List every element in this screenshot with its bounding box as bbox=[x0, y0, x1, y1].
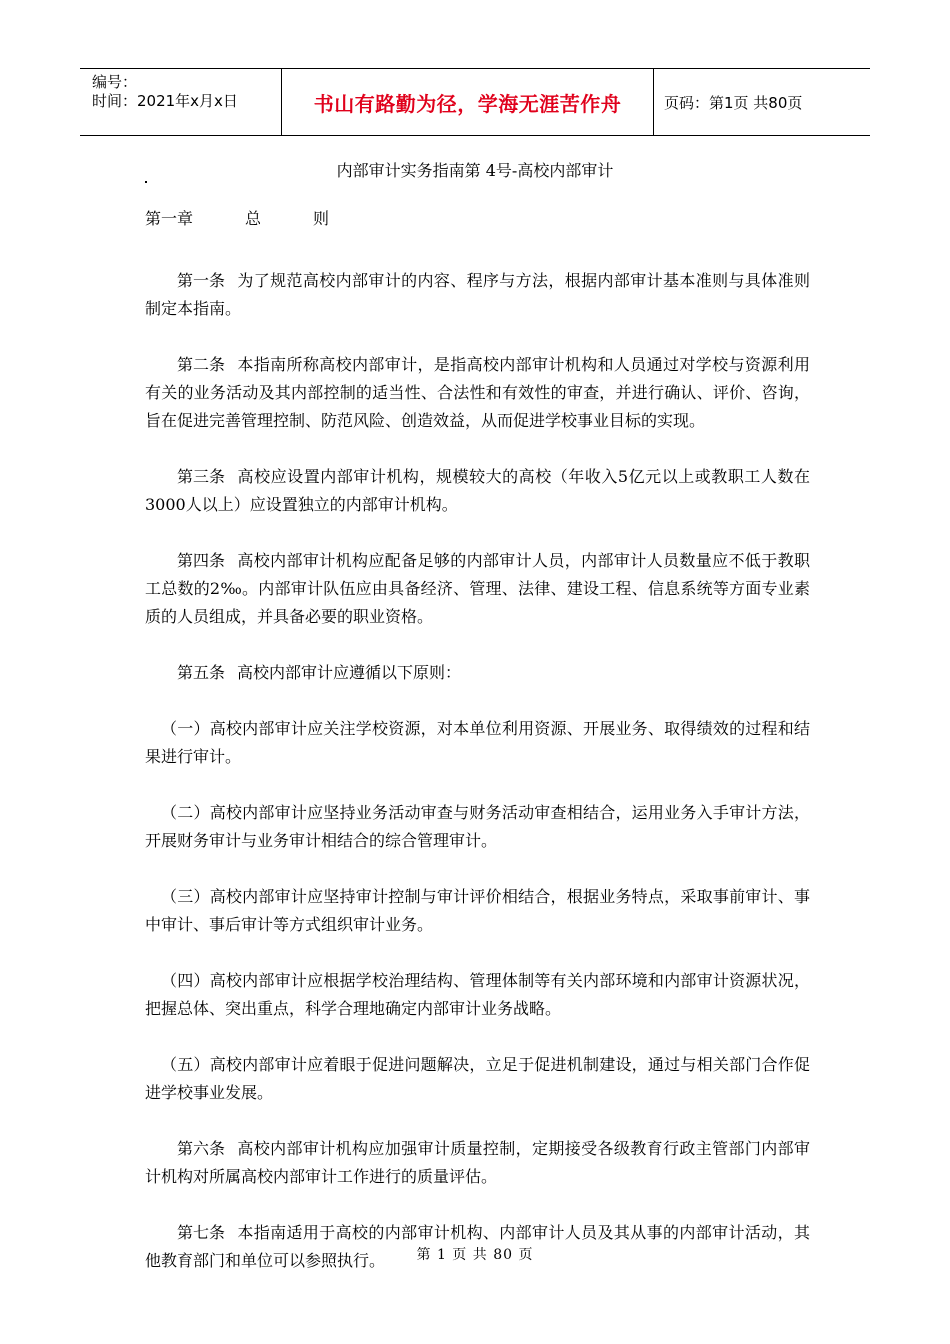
paragraph-text: 高校内部审计机构应加强审计质量控制，定期接受各级教育行政主管部门内部审计机构对所属高校内部审计工作进行的质量评估。 bbox=[145, 1139, 810, 1186]
paragraph bbox=[145, 463, 810, 519]
chapter-word-2: 则 bbox=[313, 209, 330, 228]
header-right-cell bbox=[654, 69, 870, 135]
paragraph bbox=[145, 351, 810, 435]
paragraph bbox=[145, 715, 810, 771]
paragraph-text: 为了规范高校内部审计的内容、程序与方法，根据内部审计基本准则与具体准则制定本指南。 bbox=[145, 271, 810, 318]
paragraph-text: 高校内部审计应遵循以下原则： bbox=[237, 663, 462, 682]
article-label: 第六条 bbox=[177, 1139, 226, 1158]
paragraph bbox=[145, 799, 810, 855]
article-label: 第四条 bbox=[177, 551, 226, 570]
article-label: 第二条 bbox=[177, 355, 226, 374]
article-label: 第五条 bbox=[177, 663, 226, 682]
chapter-heading bbox=[145, 205, 810, 233]
paragraph bbox=[145, 967, 810, 1023]
paragraph-text: （一）高校内部审计应关注学校资源，对本单位利用资源、开展业务、取得绩效的过程和结果进行审计。 bbox=[145, 719, 810, 766]
number-label: 编号： bbox=[92, 73, 138, 91]
document-title: 内部审计实务指南第 4号-高校内部审计 bbox=[336, 161, 614, 180]
chapter-word-1: 总 bbox=[245, 209, 262, 228]
paragraph-text: （四）高校内部审计应根据学校治理结构、管理体制等有关内部环境和内部审计资源状况，把握总体、突出重点，科学合理地确定内部审计业务战略。 bbox=[145, 971, 810, 1018]
paragraph bbox=[145, 659, 810, 687]
paragraph-text: （二）高校内部审计应坚持业务活动审查与财务活动审查相结合，运用业务入手审计方法，开展财务审计与业务审计相结合的综合管理审计。 bbox=[145, 803, 810, 850]
motto-text: 书山有路勤为径，学海无涯苦作舟 bbox=[313, 91, 622, 116]
paragraph-list bbox=[145, 267, 810, 1275]
paragraph-text: （三）高校内部审计应坚持审计控制与审计评价相结合，根据业务特点，采取事前审计、事中审计、事后审计等方式组织审计业务。 bbox=[145, 887, 810, 934]
article-label: 第七条 bbox=[177, 1223, 226, 1242]
document-body bbox=[145, 205, 810, 1303]
paragraph bbox=[145, 547, 810, 631]
paragraph-text: 高校内部审计机构应配备足够的内部审计人员，内部审计人员数量应不低于教职工总数的2‰。内部审计队伍应由具备经济、管理、法律、建设工程、信息系统等方面专业素质的人员组成，并具备必要的职业资格。 bbox=[145, 551, 810, 626]
stray-dot bbox=[145, 181, 147, 183]
page-header bbox=[80, 68, 870, 136]
time-label: 时间：2021年x月x日 bbox=[92, 92, 238, 110]
paragraph-text: 高校应设置内部审计机构，规模较大的高校（年收入5亿元以上或教职工人数在3000人以上）应设置独立的内部审计机构。 bbox=[145, 467, 810, 514]
article-label: 第三条 bbox=[177, 467, 226, 486]
paragraph bbox=[145, 1135, 810, 1191]
page-footer: 第 1 页 共 80 页 bbox=[416, 1247, 534, 1263]
paragraph-text: （五）高校内部审计应着眼于促进问题解决，立足于促进机制建设，通过与相关部门合作促进学校事业发展。 bbox=[145, 1055, 810, 1102]
paragraph-text: 本指南所称高校内部审计，是指高校内部审计机构和人员通过对学校与资源利用有关的业务活动及其内部控制的适当性、合法性和有效性的审查，并进行确认、评价、咨询，旨在促进完善管理控制、防范风险、创造效益，从而促进学校事业目标的实现。 bbox=[145, 355, 810, 430]
chapter-number: 第一章 bbox=[145, 209, 194, 228]
header-middle-cell bbox=[282, 69, 654, 135]
paragraph-text: 本指南适用于高校的内部审计机构、内部审计人员及其从事的内部审计活动，其他教育部门和单位可以参照执行。 bbox=[145, 1223, 810, 1270]
article-label: 第一条 bbox=[177, 271, 226, 290]
header-left-cell bbox=[80, 69, 282, 135]
paragraph bbox=[145, 883, 810, 939]
page-info: 页码：第1页 共80页 bbox=[664, 93, 803, 112]
paragraph bbox=[145, 1051, 810, 1107]
paragraph bbox=[145, 267, 810, 323]
